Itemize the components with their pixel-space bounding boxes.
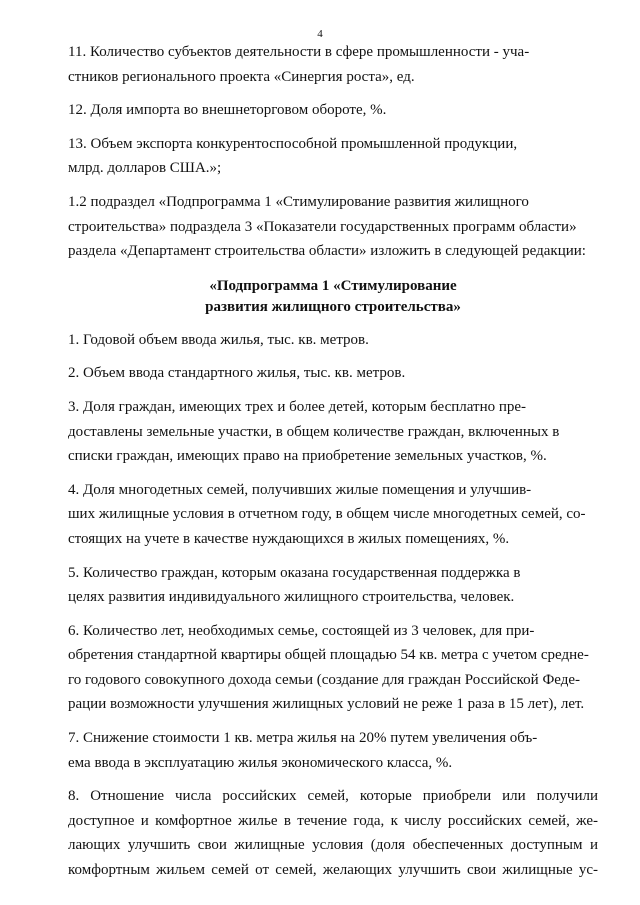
paragraph-item-11: 11. Количество субъектов деятельности в сфере промышленности - уча- стников регионального проекта «Синергия роста», ед.	[68, 44, 530, 85]
list-item: 2. Объем ввода стандартного жилья, тыс. кв. метров.	[68, 365, 406, 382]
page-number: 4	[317, 28, 323, 40]
list-item: 5. Количество граждан, которым оказана государственная поддержка в целях развития индивидуального жилищного строительства, человек.	[68, 564, 521, 606]
paragraph-item-13: 13. Объем экспорта конкурентоспособной промышленной продукции, млрд. долларов США.»;	[68, 135, 518, 177]
paragraph-subsection-1-2: 1.2 подраздел «Подпрограмма 1 «Стимулирование развития жилищного строительства» подраздела 3 «Показатели государственных программ области» раздела «Департамент строительства области» изложить в следующей редакции:	[68, 193, 586, 260]
paragraph-item-12: 12. Доля импорта во внешнеторговом обороте, %.	[68, 102, 387, 119]
list-item: 1. Годовой объем ввода жилья, тыс. кв. метров.	[68, 331, 369, 348]
list-item: 3. Доля граждан, имеющих трех и более детей, которым бесплатно пре- доставлены земельные участки, в общем количестве граждан, включенных в списки граждан, имеющих право на приобретение земельных участков, %.	[68, 398, 560, 465]
list-item: 7. Снижение стоимости 1 кв. метра жилья на 20% путем увеличения объ- ема ввода в эксплуатацию жилья экономического класса, %.	[68, 730, 538, 771]
subprogram-heading: «Подпрограмма 1 «Стимулирование развития жилищного строительства»	[205, 277, 461, 315]
list-item: 4. Доля многодетных семей, получивших жилые помещения и улучшив- ших жилищные условия в отчетном году, в общем числе многодетных семей, со- стоящих на учете в качестве нуждающихся в жилых помещениях, %.	[68, 481, 586, 547]
list-item: 8. Отношение числа российских семей, которые приобрели или получили доступное и комфортное жилье в течение года, к числу российских семей, же- лающих улучшить свои жилищные условия (доля обеспеченных доступным и комфортным жильем семей от семей, желающих улучшить свои жилищные ус-	[68, 788, 598, 879]
list-item: 6. Количество лет, необходимых семье, состоящей из 3 человек, для при- обретения стандартной квартиры общей площадью 54 кв. метра с учетом средне- го годового совокупного дохода семьи (создание для граждан Российской Феде- рации возможности улучшения жилищных условий не реже 1 раза в 15 лет), лет.	[68, 622, 589, 713]
document-body	[68, 40, 598, 892]
